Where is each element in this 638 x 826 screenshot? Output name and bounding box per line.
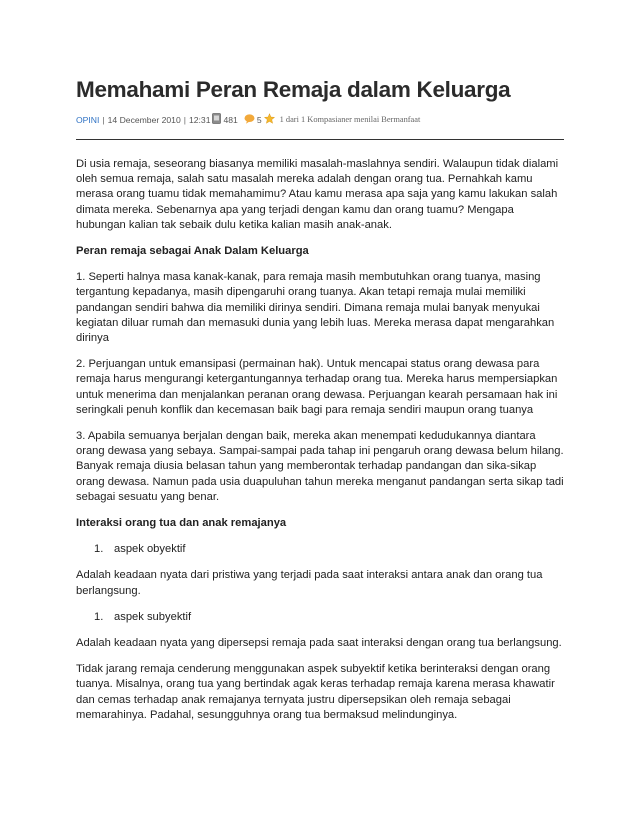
category-link[interactable]: OPINI [76, 115, 100, 125]
aspect-objective-desc: Adalah keadaan nyata dari pristiwa yang terjadi pada saat interaksi antara anak dan orang tua berlangsung. [76, 569, 543, 597]
list-item-number: 1. [94, 543, 104, 556]
article-title: Memahami Peran Remaja dalam Keluarga [76, 77, 511, 102]
point-3: 3. Apabila semuanya berjalan dengan baik, mereka akan menempati kedudukannya diantara orang dewasa yang sebaya. Sampai-sampai pada tahap ini pengaruh orang dewasa belum hilang. Banyak remaja diusia belasan tahun yang memberontak terhadap pandangan dan sika-sikap orang dewasa. Namun pada usia duapuluhan tahun mereka menganut pandangan serta sikap tadi sebagai sesuatu yang benar. [76, 430, 564, 503]
intro-paragraph: Di usia remaja, seseorang biasanya memiliki masalah-maslahnya sendiri. Walaupun tidak dialami oleh semua remaja, salah satu masalah mereka adalah dengan orang tua. Pernahkah kamu merasa orang tuamu tidak memahamimu? Atau kamu merasa apa saja yang kamu lakukan salah dimata mereka. Sebenarnya apa yang terjadi dengan kamu dan orang tuamu? Mengapa hubungan kalian tak sebaik dulu ketika kalian masih anak-anak. [76, 158, 559, 231]
article [76, 76, 566, 734]
list-item [94, 610, 566, 625]
publish-time: 12:31 [188, 115, 211, 125]
closing-paragraph: Tidak jarang remaja cenderung menggunakan aspek subyektif ketika berinteraksi dengan orang tuanya. Misalnya, orang tua yang bertindak agak keras terhadap remaja karena merasa khawatir dan cemas terhadap anak remajanya ternyata justru dipersepsikan oleh remaja sebagai memarahinya. Padahal, sesungguhnya orang tua bermaksud melindunginya. [76, 663, 555, 721]
publish-date: 14 December 2010 [107, 115, 181, 125]
comment-count[interactable]: 5 [256, 115, 262, 125]
section-heading-interaksi: Interaksi orang tua dan anak remajanya [76, 517, 287, 530]
list-item-label: aspek subyektif [114, 610, 192, 623]
list-item [94, 542, 566, 557]
header-divider [76, 139, 564, 140]
rating-text: 1 dari 1 Kompasianer menilai Bermanfaat [279, 115, 421, 124]
aspect-subjective-desc: Adalah keadaan nyata yang dipersepsi remaja pada saat interaksi dengan orang tua berlangsung. [76, 637, 562, 650]
article-body [76, 157, 566, 723]
list-item-number: 1. [94, 610, 104, 623]
meta-separator: | [183, 115, 186, 125]
section-heading-peran-remaja: Peran remaja sebagai Anak Dalam Keluarga [76, 245, 309, 258]
point-1: 1. Seperti halnya masa kanak-kanak, para remaja masih membutuhkan orang tuanya, masing tergantung kepadanya, masih dipengaruhi orang tuanya. Akan tetapi remaja mulai memiliki pandangan sendiri bahwa dia memiliki dirinya sendiri. Dimana remaja mulai banyak menyukai kegiatan diluar rumah dan memasuki dunia yang lebih luas. Mereka merasa dapat mengarahkan dirinya [76, 271, 555, 345]
point-2: 2. Perjuangan untuk emansipasi (permainan hak). Untuk mencapai status orang dewasa para remaja harus mengurangi ketergantungannya terhadap orang tua. Mereka harus mempersiapkan untuk menerima dan menjalankan peranan orang dewasa. Perjuangan kearah persamaan hak ini seringkali penuh konflik dan kecemasan baik bagi para remaja sendiri maupun orang tuanya [76, 358, 558, 416]
view-count: 481 [223, 115, 238, 125]
comment-bubble-icon[interactable] [244, 114, 255, 127]
meta-separator: | [102, 115, 105, 125]
star-icon[interactable] [264, 113, 275, 127]
eye-icon [212, 113, 221, 127]
article-meta [76, 113, 566, 127]
list-item-label: aspek obyektif [114, 543, 186, 556]
